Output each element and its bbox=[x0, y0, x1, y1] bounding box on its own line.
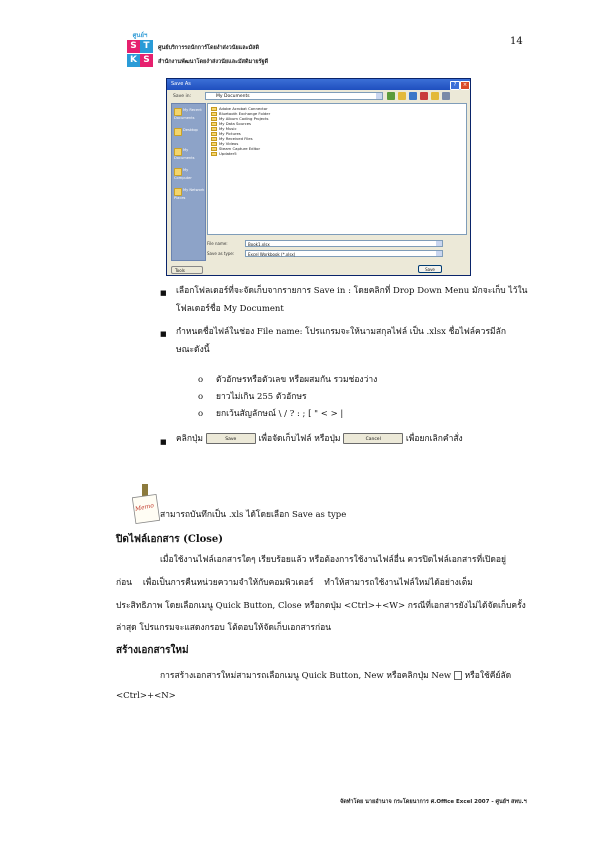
header-line-1: ศูนย์บริการรถนักการ์โดยงำส่งวนัยและมัสดิ bbox=[158, 45, 260, 51]
search-web-icon[interactable] bbox=[409, 92, 417, 100]
file-name-label: File name: bbox=[207, 241, 228, 246]
list-item[interactable]: My Pictures bbox=[211, 131, 241, 136]
chevron-down-icon bbox=[376, 93, 382, 99]
list-item[interactable]: Steam Capture Editor bbox=[211, 146, 260, 151]
folder-icon bbox=[211, 152, 217, 156]
list-item[interactable]: Updater5 bbox=[211, 151, 237, 156]
bullet-marker: ■ bbox=[160, 438, 167, 446]
logo-letter-s2: S bbox=[140, 54, 153, 67]
save-as-dialog bbox=[166, 78, 471, 276]
section-close-heading: ปิดไฟล์เอกสาร (Close) bbox=[116, 534, 224, 545]
chevron-down-icon bbox=[436, 241, 442, 246]
memo-note-label: Memo bbox=[134, 502, 155, 513]
up-folder-icon[interactable] bbox=[398, 92, 406, 100]
file-list[interactable] bbox=[207, 103, 467, 235]
list-item[interactable]: Bluetooth Exchange Folder bbox=[211, 111, 270, 116]
file-name-field[interactable]: Book1.xlsx bbox=[245, 240, 443, 247]
sub-bullet-3: ยกเว้นสัญลักษณ์ \ / ? : ; [ " < > | bbox=[216, 409, 344, 419]
tools-button[interactable]: Tools bbox=[171, 266, 203, 274]
chevron-down-icon bbox=[436, 251, 442, 256]
list-item[interactable]: Adobe Acrobat Connector bbox=[211, 106, 268, 111]
save-in-value: My Documents bbox=[216, 94, 250, 99]
bullet-2-line-1: กำหนดชื่อไฟล์ในช่อง File name: โปรแกรมจะให้นามสกุลไฟล์ เป็น .xlsx ชื่อไฟล์ควรมีลัก bbox=[176, 327, 506, 337]
sub-bullet-1: ตัวอักษรหรือตัวเลข หรือผสมกัน รวมช่องว่าง bbox=[216, 375, 378, 385]
bullet-3-line bbox=[176, 433, 463, 445]
recent-icon bbox=[174, 108, 182, 116]
page-number: 14 bbox=[510, 36, 523, 47]
sub-bullet-2: ยาวไม่เกิน 255 ตัวอักษร bbox=[216, 392, 307, 402]
new-folder-icon[interactable] bbox=[431, 92, 439, 100]
places-bar bbox=[171, 103, 206, 261]
stks-logo bbox=[126, 30, 154, 70]
views-icon[interactable] bbox=[442, 92, 450, 100]
sub-bullet-marker: o bbox=[198, 409, 204, 419]
delete-icon[interactable] bbox=[420, 92, 428, 100]
bullet-marker: ■ bbox=[160, 289, 167, 297]
memo-note-icon bbox=[132, 484, 160, 524]
bullet-3-middle: เพื่อจัดเก็บไฟล์ หรือปุ่ม bbox=[258, 434, 341, 444]
help-icon[interactable]: ? bbox=[450, 81, 460, 90]
section-close-line-2: ก่อน เพื่อเป็นการคืนหน่วยความจำให้กับคอมพิวเตอร์ ทำให้สามารถใช้งานไฟล์ใหม่ได้อย่างเต็ม bbox=[116, 578, 473, 588]
place-desktop[interactable]: Desktop bbox=[174, 128, 205, 136]
memo-text: สามารถบันทึกเป็น .xls ได้โดยเลือก Save as type bbox=[160, 510, 347, 520]
section-new-text: การสร้างเอกสารใหม่สามารถเลือกเมนู Quick Button, New หรือคลิกปุ่ม New bbox=[160, 671, 452, 681]
back-icon[interactable] bbox=[387, 92, 395, 100]
section-close-line-1: เมื่อใช้งานไฟล์เอกสารใดๆ เรียบร้อยแล้ว หรือต้องการใช้งานไฟล์อื่น ควรปิดไฟล์เอกสารที่เปิดอยู่ bbox=[160, 555, 506, 565]
place-my-documents[interactable]: My Documents bbox=[174, 148, 195, 160]
list-item[interactable]: My Album Coding Projects bbox=[211, 116, 269, 121]
place-network[interactable]: My Network Places bbox=[174, 188, 205, 200]
save-as-type-select[interactable]: Excel Workbook (*.xlsx) bbox=[245, 250, 443, 257]
save-button[interactable]: Save bbox=[418, 265, 442, 273]
computer-icon bbox=[174, 168, 182, 176]
section-new-line-1 bbox=[160, 670, 511, 682]
section-new-tail: หรือใช้คีย์ลัด bbox=[464, 671, 512, 681]
section-close-line-4: ล่าสุด โปรแกรมจะแสดงกรอบ โต้ตอบให้จัดเก็บเอกสารก่อน bbox=[116, 623, 332, 633]
network-icon bbox=[174, 188, 182, 196]
dialog-title: Save As bbox=[167, 79, 470, 90]
place-my-computer[interactable]: My Computer bbox=[174, 168, 192, 180]
section-new-line-2: <Ctrl>+<N> bbox=[116, 691, 176, 701]
save-as-type-label: Save as type: bbox=[207, 251, 235, 256]
logo-letter-s1: S bbox=[127, 40, 140, 53]
bullet-marker: ■ bbox=[160, 330, 167, 338]
logo-letter-k: K bbox=[127, 54, 140, 67]
header-line-2: สำนักงานพัฒนาโดยงำส่งวนัยและมัสดิมายรัฐดี bbox=[158, 59, 269, 65]
logo-caption: ศูนย์ฯ bbox=[132, 32, 148, 39]
list-item[interactable]: My Videos bbox=[211, 141, 238, 146]
section-close-line-3: ประสิทธิภาพ โดยเลือกเมนู Quick Button, Close หรือกดปุ่ม <Ctrl>+<W> กรณีที่เอกสารยังไม่ได้จัดเก็บครั้ง bbox=[116, 601, 526, 611]
place-recent[interactable]: My Recent Documents bbox=[174, 108, 202, 120]
page-footer: จัดทำโดย นายอำนาจ กระโดยนาการ ศ.Office Excel 2007 - ศูนย์ฯ สทบ.ฯ bbox=[340, 799, 527, 805]
save-in-dropdown[interactable] bbox=[205, 92, 383, 100]
documents-icon bbox=[174, 148, 182, 156]
sub-bullet-marker: o bbox=[198, 392, 204, 402]
bullet-1-line-2: โฟลเดอร์ชื่อ My Document bbox=[176, 304, 284, 314]
bullet-2-line-2: ษณะดังนี้ bbox=[176, 345, 210, 355]
bullet-3-prefix: คลิกปุ่ม bbox=[176, 434, 204, 444]
section-new-heading: สร้างเอกสารใหม่ bbox=[116, 645, 189, 656]
new-document-icon bbox=[454, 671, 462, 680]
cancel-button-image: Cancel bbox=[343, 433, 403, 444]
bullet-3-suffix: เพื่อยกเลิกคำสั่ง bbox=[405, 434, 463, 444]
bullet-1-line-1: เลือกโฟลเดอร์ที่จะจัดเก็บจากรายการ Save in : โดยคลิกที่ Drop Down Menu มักจะเก็บ ไว้ใน bbox=[176, 286, 528, 296]
save-in-label: Save in: bbox=[173, 94, 192, 99]
desktop-icon bbox=[174, 128, 182, 136]
list-item[interactable]: My Received Files bbox=[211, 136, 253, 141]
close-icon[interactable]: × bbox=[460, 81, 470, 90]
logo-letter-t: T bbox=[140, 40, 153, 53]
sub-bullet-marker: o bbox=[198, 375, 204, 385]
list-item[interactable]: My Data Sources bbox=[211, 121, 251, 126]
save-button-image: Save bbox=[206, 433, 256, 444]
list-item[interactable]: My Music bbox=[211, 126, 237, 131]
